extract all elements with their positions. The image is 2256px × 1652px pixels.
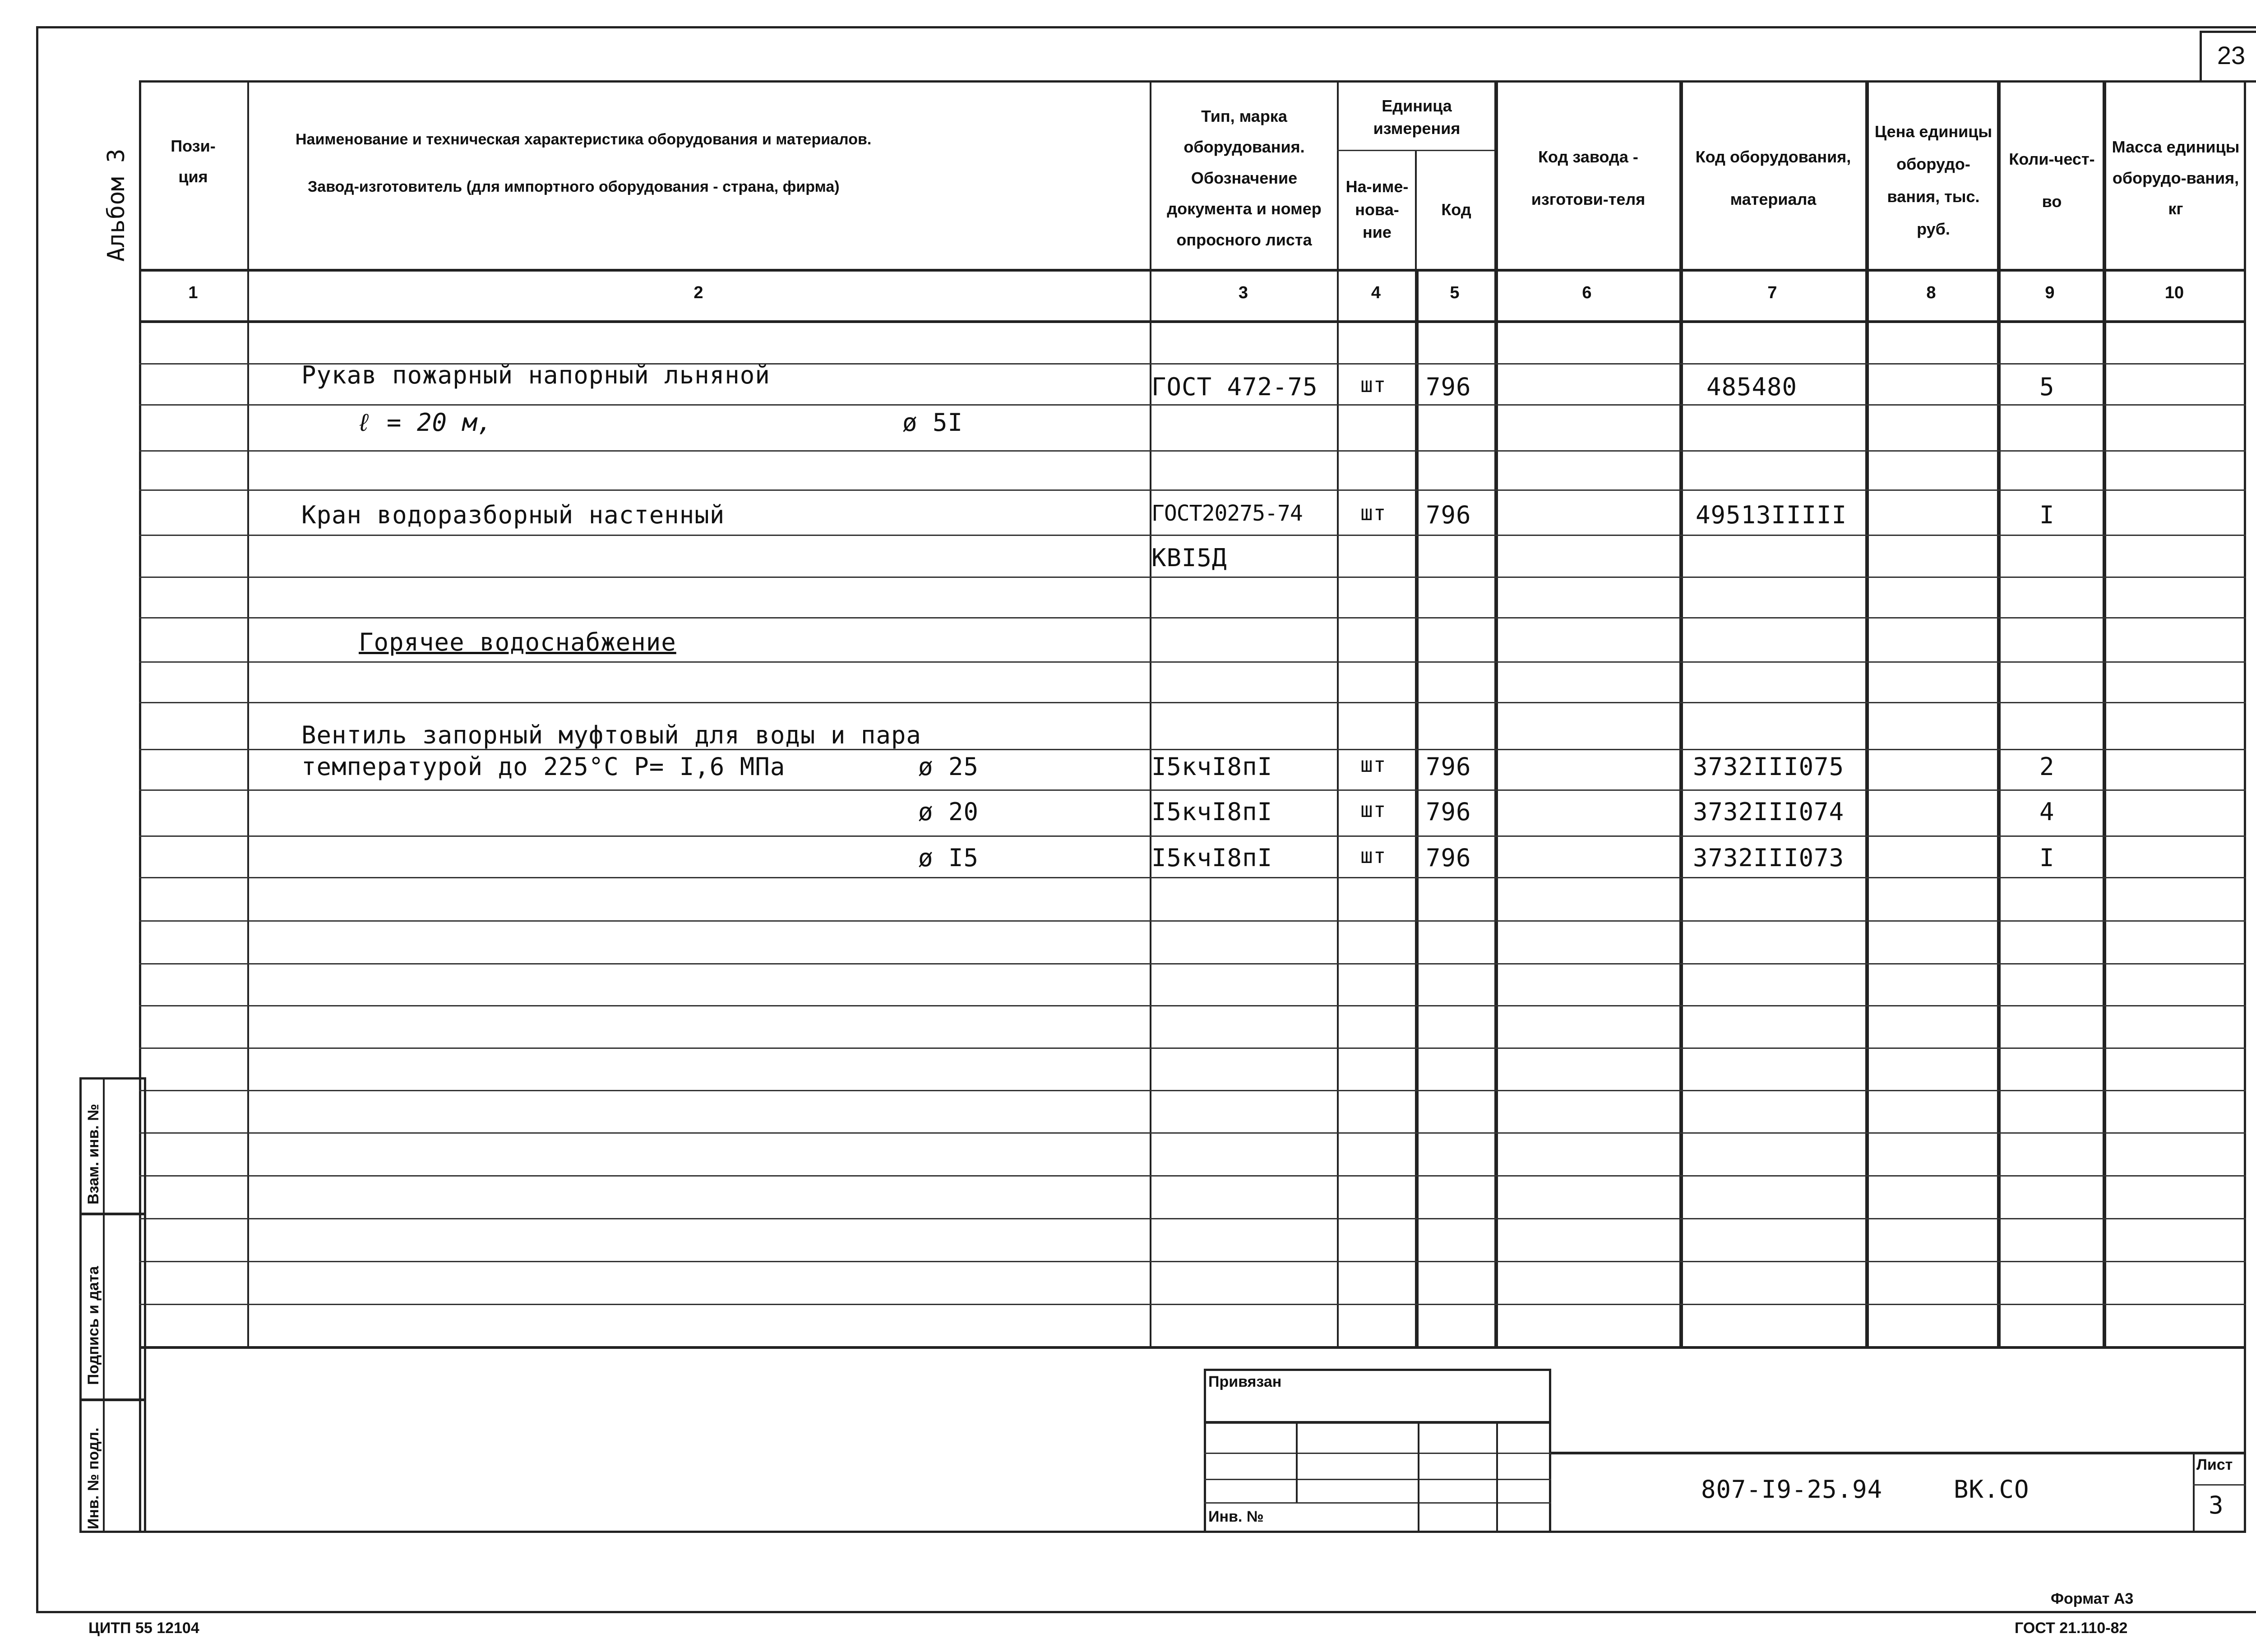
valve-qty: 2: [2039, 752, 2055, 781]
binding-stamp-line: [1204, 1502, 1551, 1504]
colnum-9: 9: [2045, 283, 2055, 302]
valve-material-code: 3732III075: [1693, 752, 1845, 781]
footer-gost: ГОСТ 21.110-82: [2015, 1620, 2128, 1637]
table-row-line: [139, 535, 2246, 536]
col-line-thick: [1415, 270, 1419, 1348]
colnum-7: 7: [1767, 283, 1777, 302]
header-price: Цена единицы оборудо-вания, тыс. руб.: [1874, 122, 1992, 238]
colnum-6: 6: [1582, 283, 1592, 302]
privyazan-label: Привязан: [1208, 1373, 1282, 1390]
valve-name-2: температурой до 225°С Р= I,6 МПа: [301, 752, 786, 781]
unit-group-line: [1337, 150, 1494, 151]
doc-stamp-top: [1551, 1452, 2246, 1454]
valve-name-1: Вентиль запорный муфтовый для воды и пара: [301, 721, 921, 749]
header-type: Тип, марка оборудования. Обозначение документа и номер опросного листа: [1167, 107, 1322, 249]
col-line: [1415, 150, 1417, 270]
table-row-line: [139, 963, 2246, 964]
binding-stamp-vline: [1296, 1421, 1298, 1502]
valve-unit: шт: [1360, 798, 1387, 822]
hose-diameter: ø 5I: [902, 408, 963, 437]
colnum-5: 5: [1450, 283, 1460, 302]
tap-type-2: КВI5Д: [1151, 544, 1227, 572]
table-row-line: [139, 661, 2246, 663]
tap-unit: шт: [1360, 501, 1387, 525]
valve-unit: шт: [1360, 752, 1387, 777]
hose-unit: шт: [1360, 373, 1387, 397]
side-stamp-line: [103, 1077, 105, 1533]
header-name-line2: Завод-изготовитель (для импортного оборудования - страна, фирма): [308, 178, 840, 195]
header-unit-code: Код: [1441, 200, 1471, 219]
tap-name: Кран водоразборный настенный: [301, 501, 725, 529]
header-bottom-line: [139, 269, 2246, 272]
binding-stamp-line: [1204, 1479, 1551, 1480]
header-quantity: Коли-чест-во: [2009, 150, 2095, 211]
hose-type: ГОСТ 472-75: [1151, 373, 1318, 401]
header-material-code: Код оборудования, материала: [1695, 148, 1851, 208]
list-box-sep: [2193, 1484, 2246, 1486]
colnum-2: 2: [693, 283, 703, 302]
valve-diameter: ø 20: [918, 798, 979, 826]
colnum-bottom-line: [139, 320, 2246, 323]
header-unit-group-text: Единица измерения: [1373, 96, 1461, 138]
page-number: 23: [2217, 41, 2246, 69]
table-row-line: [139, 1090, 2246, 1091]
valve-diameter: ø I5: [918, 844, 979, 872]
header-name-line1: Наименование и техническая характеристика оборудования и материалов.: [296, 131, 872, 148]
header-position: Пози-ция: [171, 137, 216, 186]
table-row-line: [139, 489, 2246, 491]
hose-material-code: 485480: [1706, 373, 1798, 401]
table-row-line: [139, 1132, 2246, 1134]
valve-type: I5кчI8пI: [1151, 844, 1273, 872]
binding-stamp-line: [1204, 1453, 1551, 1454]
table-row-line: [139, 702, 2246, 703]
inv-no-label: Инв. №: [1208, 1508, 1264, 1525]
tap-qty: I: [2039, 501, 2055, 529]
doc-mark: ВК.СО: [1954, 1475, 2029, 1504]
footer-format: Формат А3: [2051, 1590, 2134, 1607]
table-row-line: [139, 404, 2246, 406]
section-title: Горячее водоснабжение: [359, 628, 676, 656]
table-row-line: [139, 1175, 2246, 1177]
valve-code: 796: [1426, 752, 1471, 781]
list-box-line: [2193, 1452, 2195, 1533]
doc-code: 807-I9-25.94: [1701, 1475, 1883, 1504]
table-row-line: [139, 835, 2246, 837]
table-row-line: [139, 1261, 2246, 1262]
valve-code: 796: [1426, 798, 1471, 826]
side-stamp-sep: [79, 1398, 146, 1401]
header-factory-code: Код завода - изготови-теля: [1531, 148, 1646, 208]
side-stamp-sep: [79, 1213, 146, 1215]
table-row-line: [139, 1005, 2246, 1006]
colnum-3: 3: [1238, 283, 1248, 302]
table-row-line: [139, 1304, 2246, 1305]
table-row-line: [139, 1047, 2246, 1049]
tap-code: 796: [1426, 501, 1471, 529]
colnum-8: 8: [1926, 283, 1936, 302]
header-unit-name: На-име-нова-ние: [1345, 177, 1409, 242]
side-label-podpis: Подпись и дата: [85, 1266, 102, 1385]
table-row-line: [139, 450, 2246, 452]
tap-material-code: 49513IIIII: [1696, 501, 1847, 529]
table-row-line: [139, 617, 2246, 618]
valve-type: I5кчI8пI: [1151, 752, 1273, 781]
colnum-4: 4: [1371, 283, 1381, 302]
binding-stamp-vline: [1418, 1421, 1419, 1533]
list-number: 3: [2209, 1491, 2224, 1519]
album-label: Альбом 3: [103, 148, 130, 262]
hose-name: Рукав пожарный напорный льняной: [301, 361, 770, 389]
footer-left: ЦИТП 55 12104: [88, 1620, 199, 1637]
binding-stamp-line: [1204, 1421, 1551, 1424]
valve-qty: 4: [2039, 798, 2055, 826]
valve-code: 796: [1426, 844, 1471, 872]
tap-type-1: ГОСТ20275-74: [1151, 501, 1303, 526]
colnum-1: 1: [188, 283, 198, 302]
valve-unit: шт: [1360, 844, 1387, 868]
valve-type: I5кчI8пI: [1151, 798, 1273, 826]
table-row-line: [139, 920, 2246, 922]
valve-material-code: 3732III074: [1693, 798, 1845, 826]
header-mass: Масса единицы оборудо-вания, кг: [2112, 138, 2240, 218]
table-row-line: [139, 789, 2246, 791]
hose-code: 796: [1426, 373, 1471, 401]
side-label-vzam: Взам. инв. №: [85, 1103, 102, 1204]
valve-qty: I: [2039, 844, 2055, 872]
colnum-10: 10: [2164, 283, 2184, 302]
table-row-line: [139, 877, 2246, 878]
valve-material-code: 3732III073: [1693, 844, 1845, 872]
hose-qty: 5: [2039, 373, 2055, 401]
table-body-bottom: [139, 1346, 2246, 1349]
table-row-line: [139, 577, 2246, 578]
valve-diameter: ø 25: [918, 752, 979, 781]
side-label-inv: Инв. № подл.: [85, 1427, 102, 1529]
hose-length: ℓ = 20 м,: [356, 408, 493, 437]
list-label: Лист: [2196, 1456, 2233, 1473]
table-row-line: [139, 1218, 2246, 1219]
binding-stamp-vline: [1496, 1421, 1498, 1533]
